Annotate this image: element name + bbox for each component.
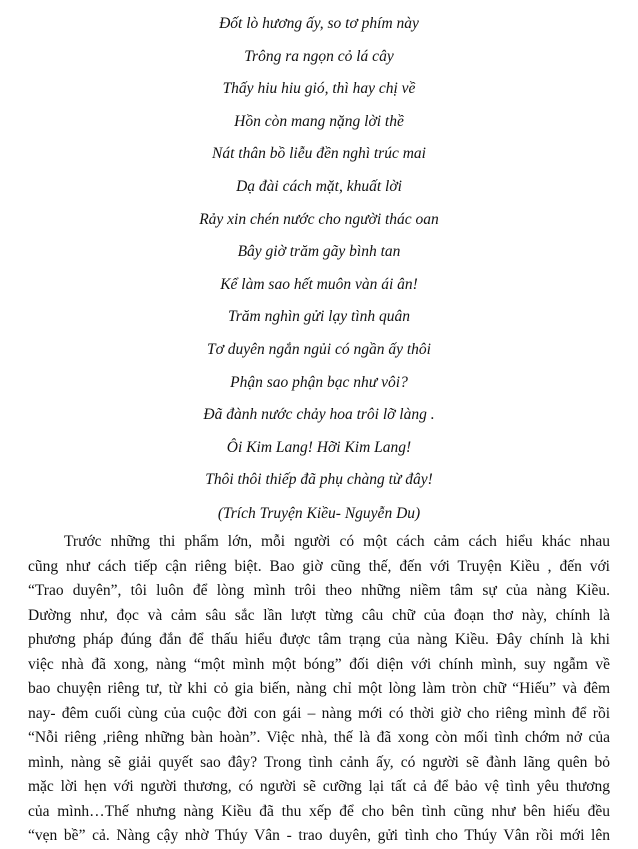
- poem-line: Kể làm sao hết muôn vàn ái ân!: [220, 275, 418, 293]
- poem-citation: (Trích Truyện Kiều- Nguyễn Du): [217, 504, 421, 522]
- paragraph-line: của mình…Thế nhưng nàng Kiều đã thu xếp để cho bên tình cũng như bên hiếu đều: [28, 802, 610, 820]
- poem-line: Ôi Kim Lang! Hỡi Kim Lang!: [226, 438, 412, 456]
- paragraph-line: “Trao duyên”, tôi luôn để lòng mình trôi theo những niềm tâm sự của nàng Kiều.: [28, 582, 610, 599]
- paragraph-line: “Nỗi riêng ,riêng những bàn hoàn”. Việc nhà, thế là đã xong còn mối tình chớm nở của: [28, 729, 610, 746]
- paragraph-line: Dường như, đọc và cảm sâu sắc lần lượt từng câu chữ của đoạn thơ này, chính là: [28, 606, 610, 624]
- poem-excerpt: [0, 8, 638, 531]
- poem-line: Nát thân bồ liễu đền nghì trúc mai: [212, 145, 426, 163]
- poem-line: Đốt lò hương ấy, so tơ phím này: [219, 15, 419, 32]
- poem-line: Đã đành nước chảy hoa trôi lỡ làng .: [203, 406, 435, 424]
- paragraph-line: việc nhà đã xong, nàng “một mình một bóng” đối diện với chính mình, suy ngẫm về: [28, 655, 610, 673]
- paragraph-line: “vẹn bề” cả. Nàng cậy nhờ Thúy Vân - trao duyên, gửi tình cho Thúy Vân rồi mới lên: [28, 827, 610, 844]
- paragraph-line: nay- đêm cuối cùng của cuộc đời con gái – nàng mới có thời giờ cho riêng mình để rồi: [28, 704, 610, 722]
- poem-line: Thôi thôi thiếp đã phụ chàng từ đây!: [205, 471, 433, 489]
- essay-paragraph: [28, 530, 610, 849]
- paragraph-line: phương pháp đúng đắn để thấu hiểu được tâm trạng của nàng Kiều. Đây chính là khi: [28, 631, 610, 648]
- paragraph-line: mặc lời hẹn với người thương, có người sẽ cưỡng lại tất cả để bảo vệ tình yêu thương: [28, 778, 610, 795]
- poem-line: Thấy hiu hiu gió, thì hay chị về: [222, 80, 416, 98]
- poem-line: Trông ra ngọn cỏ lá cây: [244, 47, 394, 65]
- poem-line: Tơ duyên ngắn ngủi có ngần ấy thôi: [207, 340, 431, 358]
- paragraph-line: cũng như cách tiếp cận riêng biệt. Bao giờ cũng thế, đến với Truyện Kiều , đến với: [28, 557, 610, 575]
- poem-line: Dạ đài cách mặt, khuất lời: [236, 177, 402, 195]
- paragraph-line: Trước những thi phẩm lớn, mỗi người có một cách cảm cách hiểu khác nhau: [64, 533, 610, 550]
- poem-line: Hồn còn mang nặng lời thề: [234, 112, 404, 130]
- poem-line: Phận sao phận bạc như vôi?: [230, 373, 408, 391]
- poem-line: Trăm nghìn gửi lạy tình quân: [228, 308, 410, 326]
- paragraph-line: bao chuyện riêng tư, từ khi cỏ gia biến, nàng chỉ một lòng làm tròn chữ “Hiếu” và đêm: [28, 680, 610, 697]
- poem-line: Bây giờ trăm gãy bình tan: [237, 243, 401, 261]
- poem-line: Rảy xin chén nước cho người thác oan: [199, 210, 439, 228]
- paragraph-line: mình, nàng sẽ giải quyết sao đây? Trong tình cảnh ấy, có người sẽ đành lãng quên bỏ: [28, 753, 610, 771]
